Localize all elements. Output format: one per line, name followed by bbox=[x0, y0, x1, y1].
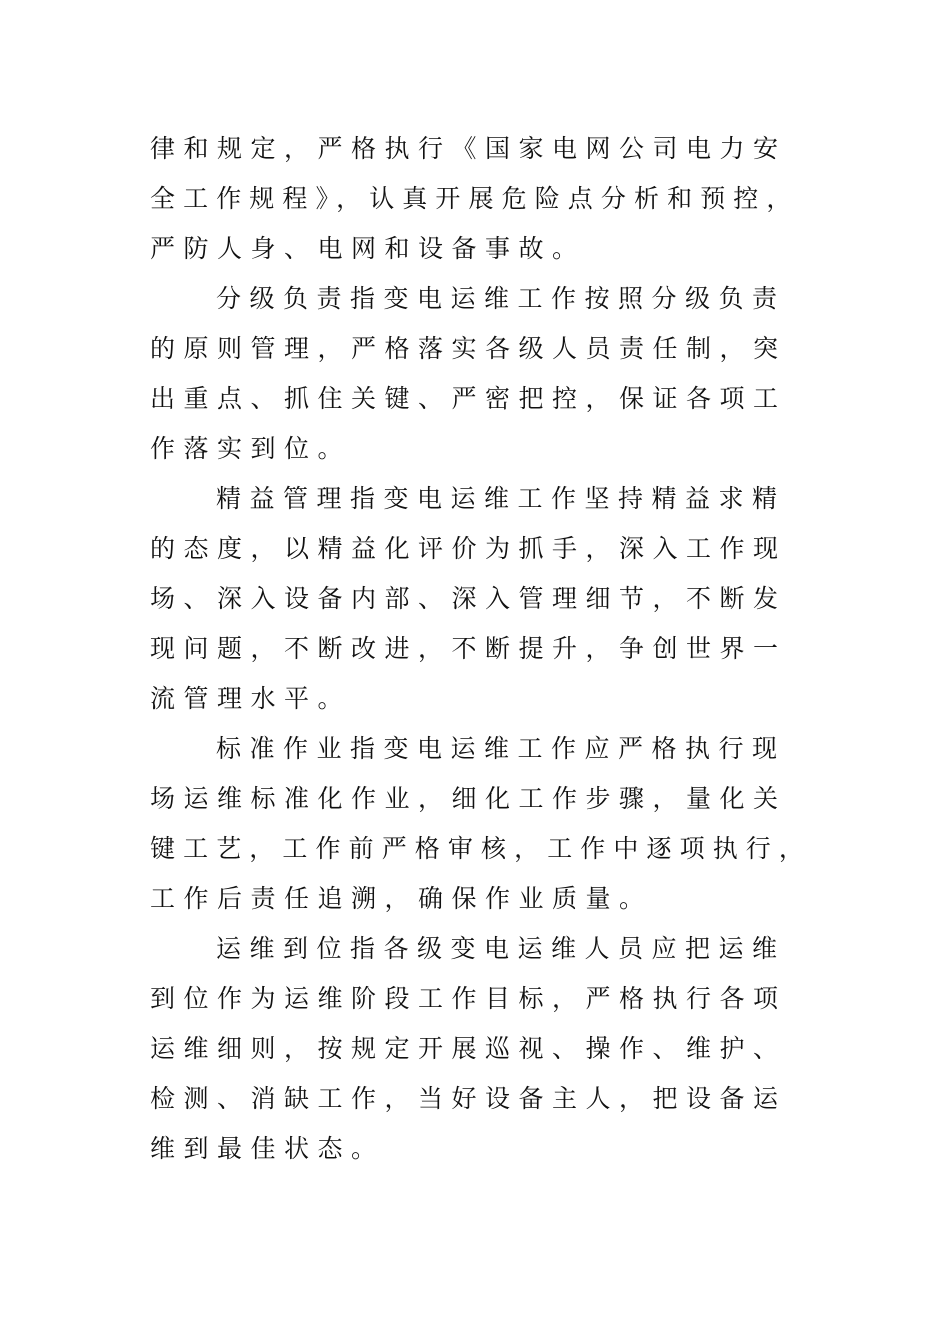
paragraph-3-line-2: 的态度，以精益化评价为抓手，深入工作现 bbox=[150, 534, 787, 563]
paragraph-5-line-1: 运维到位指各级变电运维人员应把运维 bbox=[216, 934, 786, 963]
text-line-2: 全工作规程》，认真开展危险点分析和预控， bbox=[150, 184, 800, 213]
paragraph-5-line-5: 维到最佳状态。 bbox=[150, 1134, 385, 1163]
paragraph-3-line-1: 精益管理指变电运维工作坚持精益求精 bbox=[216, 484, 786, 513]
paragraph-4-line-4: 工作后责任追溯，确保作业质量。 bbox=[150, 884, 653, 913]
text-line-1: 律和规定，严格执行《国家电网公司电力安 bbox=[150, 134, 787, 163]
paragraph-5-line-4: 检测、消缺工作，当好设备主人，把设备运 bbox=[150, 1084, 787, 1113]
paragraph-4-line-2: 场运维标准化作业，细化工作步骤，量化关 bbox=[150, 784, 787, 813]
paragraph-3-line-4: 现问题，不断改进，不断提升，争创世界一 bbox=[150, 634, 787, 663]
paragraph-5-line-3: 运维细则，按规定开展巡视、操作、维护、 bbox=[150, 1034, 787, 1063]
paragraph-3-line-3: 场、深入设备内部、深入管理细节，不断发 bbox=[150, 584, 787, 613]
paragraph-4-line-3: 键工艺，工作前严格审核，工作中逐项执行， bbox=[150, 834, 813, 863]
paragraph-2-line-1: 分级负责指变电运维工作按照分级负责 bbox=[216, 284, 786, 313]
paragraph-2-line-3: 出重点、抓住关键、严密把控，保证各项工 bbox=[150, 384, 787, 413]
text-line-3: 严防人身、电网和设备事故。 bbox=[150, 234, 586, 263]
paragraph-5-line-2: 到位作为运维阶段工作目标，严格执行各项 bbox=[150, 984, 787, 1013]
paragraph-2-line-2: 的原则管理，严格落实各级人员责任制，突 bbox=[150, 334, 787, 363]
paragraph-3-line-5: 流管理水平。 bbox=[150, 684, 352, 713]
paragraph-4-line-1: 标准作业指变电运维工作应严格执行现 bbox=[216, 734, 786, 763]
paragraph-2-line-4: 作落实到位。 bbox=[150, 434, 352, 463]
